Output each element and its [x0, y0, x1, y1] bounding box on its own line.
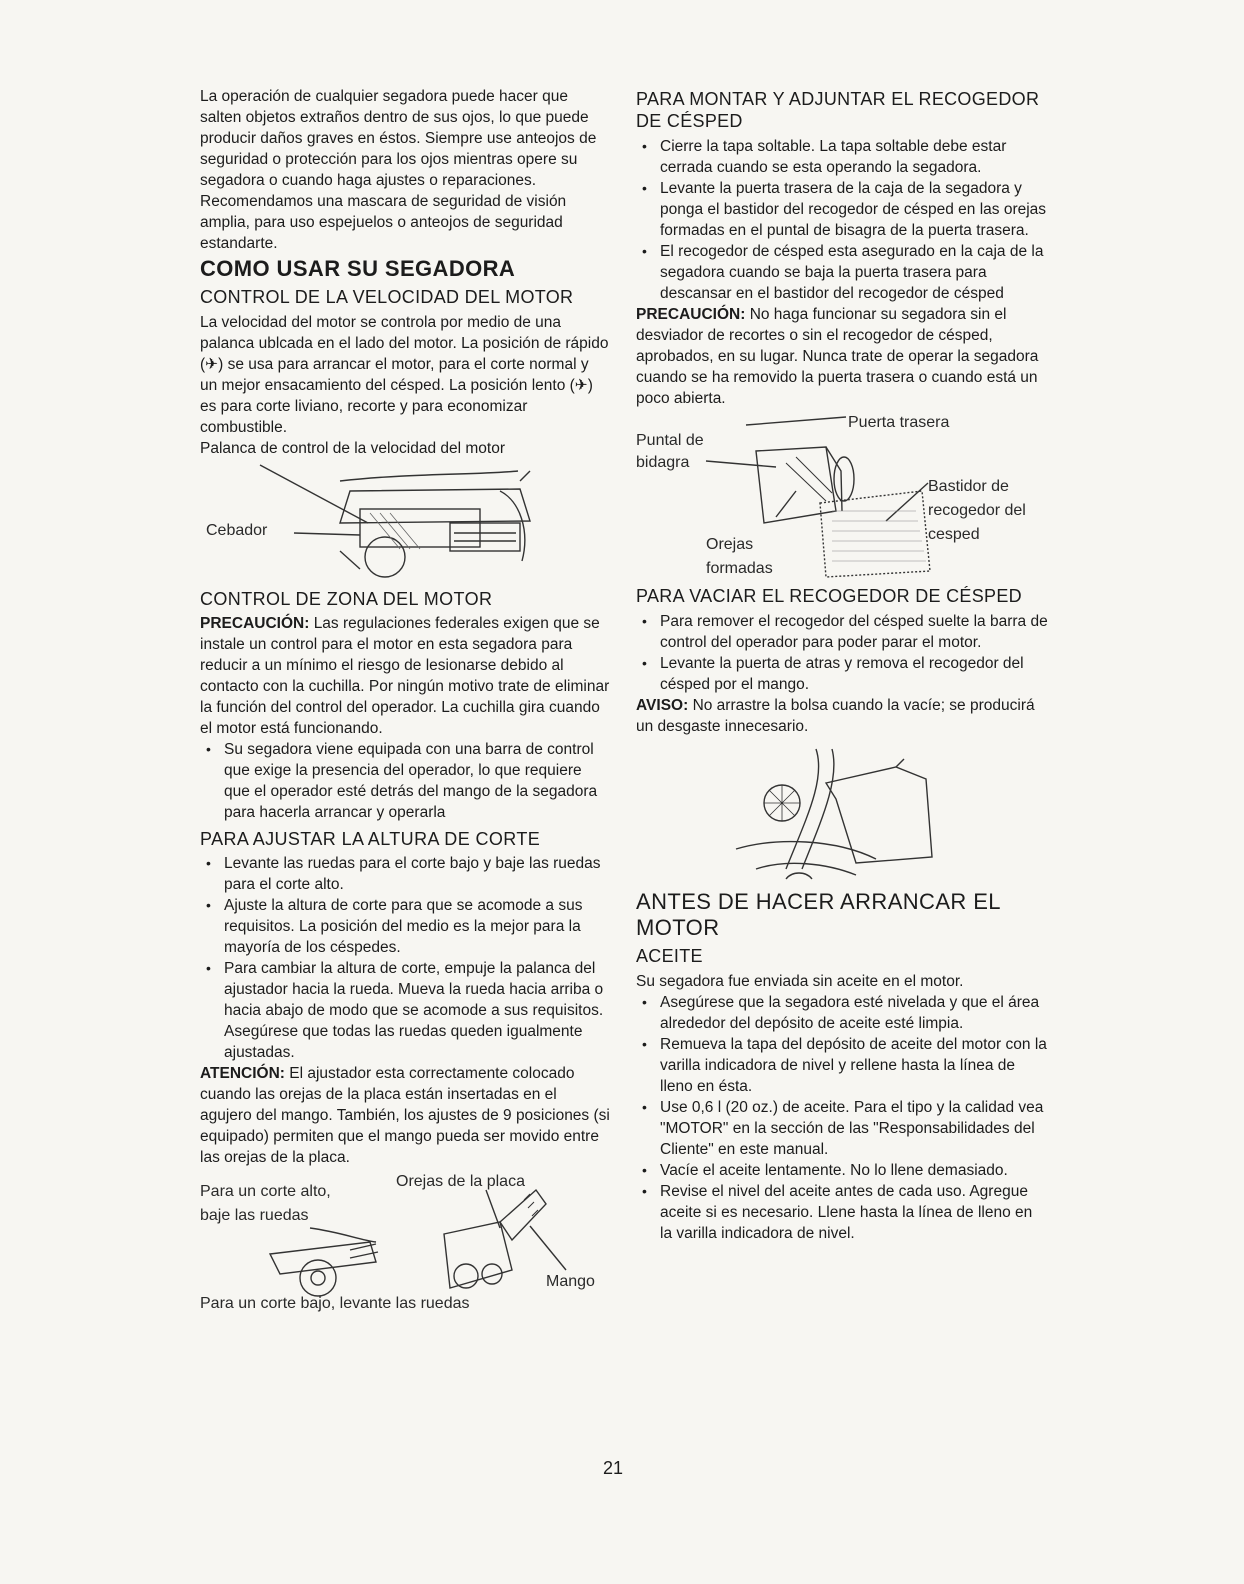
label-frame-2: recogedor del: [928, 502, 1026, 519]
before-start-heading: ANTES DE HACER ARRANCAR EL MOTOR: [636, 889, 1001, 940]
notice-paragraph: [636, 695, 1048, 737]
engine-speed-heading: CONTROL DE LA VELOCIDAD DEL MOTOR: [200, 287, 574, 307]
mount-catcher-heading: PARA MONTAR Y ADJUNTAR EL RECOGEDOR DE CÉSPED: [636, 89, 1040, 131]
label-high-cut-2: baje las ruedas: [200, 1207, 309, 1224]
left-column: [200, 86, 610, 1316]
attention-paragraph: [200, 1063, 610, 1168]
zone-caution-text: Las regulaciones federales exigen que se instale un control para el motor en esta segadora para reducir a un mínimo el riesgo de lesionarse debido al contacto con la cuchilla. Por ningún motivo trate de eliminar la función del control del operador. La cuchilla gira cuando el motor está funcionando.: [200, 615, 610, 737]
list-item: • Ajuste la altura de corte para que se acomode a sus requisitos. La posición del medio es la mejor para la mayoría de los céspedes.: [200, 895, 610, 958]
list-item: • Vacíe el aceite lentamente. No lo llene demasiado.: [636, 1160, 1048, 1181]
catcher-mount-figure: [636, 411, 1048, 583]
label-frame-3: cesped: [928, 526, 980, 543]
page-number: 21: [603, 1458, 624, 1478]
zone-bullets: [200, 739, 610, 823]
list-item: • Para cambiar la altura de corte, empuje la palanca del ajustador hacia la rueda. Mueva la rueda hacia arriba o hacia abajo de modo que se acomode a sus requisitos. Asegúrese que todas las ruedas queden igualmente ajustadas.: [200, 958, 610, 1063]
empty-bullets: [636, 611, 1048, 695]
label-ears-1: Orejas: [706, 536, 754, 553]
mount-caution-text: No haga funcionar su segadora sin el desviador de recortes o sin el recogedor de césped, aprobados, en su lugar. Nunca trate de operar la segadora cuando se ha removido la puerta trasera o cuando está un poco abierta.: [636, 306, 1039, 407]
how-to-use-heading: COMO USAR SU SEGADORA: [200, 256, 516, 281]
list-item: • Su segadora viene equipada con una barra de control que exige la presencia del operador, lo que requiere que el operador esté detrás del mango de la segadora para hacerla arrancar y operarla: [200, 739, 610, 823]
speed-lever-figure: [200, 461, 610, 583]
list-item: • Levante la puerta de atras y remova el recogedor del césped por el mango.: [636, 653, 1048, 695]
oil-heading: ACEITE: [636, 946, 703, 966]
zone-control-heading: CONTROL DE ZONA DEL MOTOR: [200, 589, 493, 609]
label-cebador: Cebador: [206, 522, 268, 539]
label-hinge-1: Puntal de: [636, 432, 704, 449]
list-item: • Levante la puerta trasera de la caja de la segadora y ponga el bastidor del recogedor de césped en las orejas formadas en el puntal de bisagra de la puerta trasera.: [636, 178, 1048, 241]
label-rear-door: Puerta trasera: [848, 414, 950, 431]
list-item: • Revise el nivel del aceite antes de cada uso. Agregue aceite si es necesario. Llene hasta la línea de lleno en la varilla indicadora de nivel.: [636, 1181, 1048, 1244]
zone-caution-label: PRECAUCIÓN:: [200, 615, 310, 632]
notice-label: AVISO:: [636, 697, 689, 714]
zone-caution-paragraph: [200, 613, 610, 739]
empty-catcher-heading: PARA VACIAR EL RECOGEDOR DE CÉSPED: [636, 586, 1022, 606]
oil-bullets: [636, 992, 1048, 1244]
label-hinge-2: bidagra: [636, 454, 690, 471]
list-item: • El recogedor de césped esta asegurado en la caja de la segadora cuando se baja la puerta trasera para descansar en el bastidor del recogedor de césped: [636, 241, 1048, 304]
cut-height-heading: PARA AJUSTAR LA ALTURA DE CORTE: [200, 829, 541, 849]
notice-text: No arrastre la bolsa cuando la vacíe; se producirá un desgaste innecesario.: [636, 697, 1035, 735]
mount-caution-label: PRECAUCIÓN:: [636, 306, 746, 323]
label-frame-1: Bastidor de: [928, 478, 1009, 495]
list-item: • Para remover el recogedor del césped suelte la barra de control del operador para poder parar el motor.: [636, 611, 1048, 653]
list-item: • Asegúrese que la segadora esté nivelada y que el área alrededor del depósito de aceite esté limpia.: [636, 992, 1048, 1034]
attention-text: El ajustador esta correctamente colocado cuando las orejas de la placa están insertadas en el agujero del mango. También, los ajustes de 9 posiciones (si equipado) permiten que el mango pueda ser movido entre las orejas de la placa.: [200, 1065, 610, 1166]
list-item: • Remueva la tapa del depósito de aceite del motor con la varilla indicadora de nivel y rellene hasta la línea de lleno en ésta.: [636, 1034, 1048, 1097]
attention-label: ATENCIÓN:: [200, 1065, 285, 1082]
intro-paragraph: La operación de cualquier segadora puede hacer que salten objetos extraños dentro de sus ojos, lo que puede producir daños graves en éstos. Siempre use anteojos de seguridad o protección para los ojos mientras opere su segadora o cuando haga ajustes o reparaciones. Recomendamos una mascara de seguridad de visión amplia, para uso espejuelos o anteojos de seguridad estandarte.: [200, 88, 597, 252]
cut-height-figure: [200, 1170, 610, 1314]
cut-height-bullets: [200, 853, 610, 1063]
right-column: [636, 86, 1048, 1244]
empty-catcher-illustration: [636, 739, 1048, 887]
engine-speed-text: La velocidad del motor se controla por medio de una palanca ublcada en el lado del motor. La posición de rápido (✈) se usa para arrancar el motor, para el corte normal y un mejor ensacamiento del césped. La posición lento (✈) es para corte liviano, recorte y para economizar combustible.: [200, 314, 609, 436]
oil-intro: Su segadora fue enviada sin aceite en el motor.: [636, 973, 964, 990]
speed-lever-caption: Palanca de control de la velocidad del motor: [200, 440, 506, 457]
label-plate-ears: Orejas de la placa: [396, 1173, 525, 1190]
label-high-cut-1: Para un corte alto,: [200, 1183, 331, 1200]
empty-catcher-figure: [636, 739, 1048, 887]
label-handle: Mango: [546, 1273, 595, 1290]
mount-bullets: [636, 136, 1048, 304]
list-item: • Use 0,6 l (20 oz.) de aceite. Para el tipo y la calidad vea "MOTOR" en la sección de las "Responsabilidades del Cliente" en este manual.: [636, 1097, 1048, 1160]
label-low-cut: Para un corte bajo, levante las ruedas: [200, 1295, 470, 1312]
list-item: • Levante las ruedas para el corte bajo y baje las ruedas para el corte alto.: [200, 853, 610, 895]
label-ears-2: formadas: [706, 560, 773, 577]
mount-caution-paragraph: [636, 304, 1048, 409]
list-item: • Cierre la tapa soltable. La tapa soltable debe estar cerrada cuando se esta operando la segadora.: [636, 136, 1048, 178]
